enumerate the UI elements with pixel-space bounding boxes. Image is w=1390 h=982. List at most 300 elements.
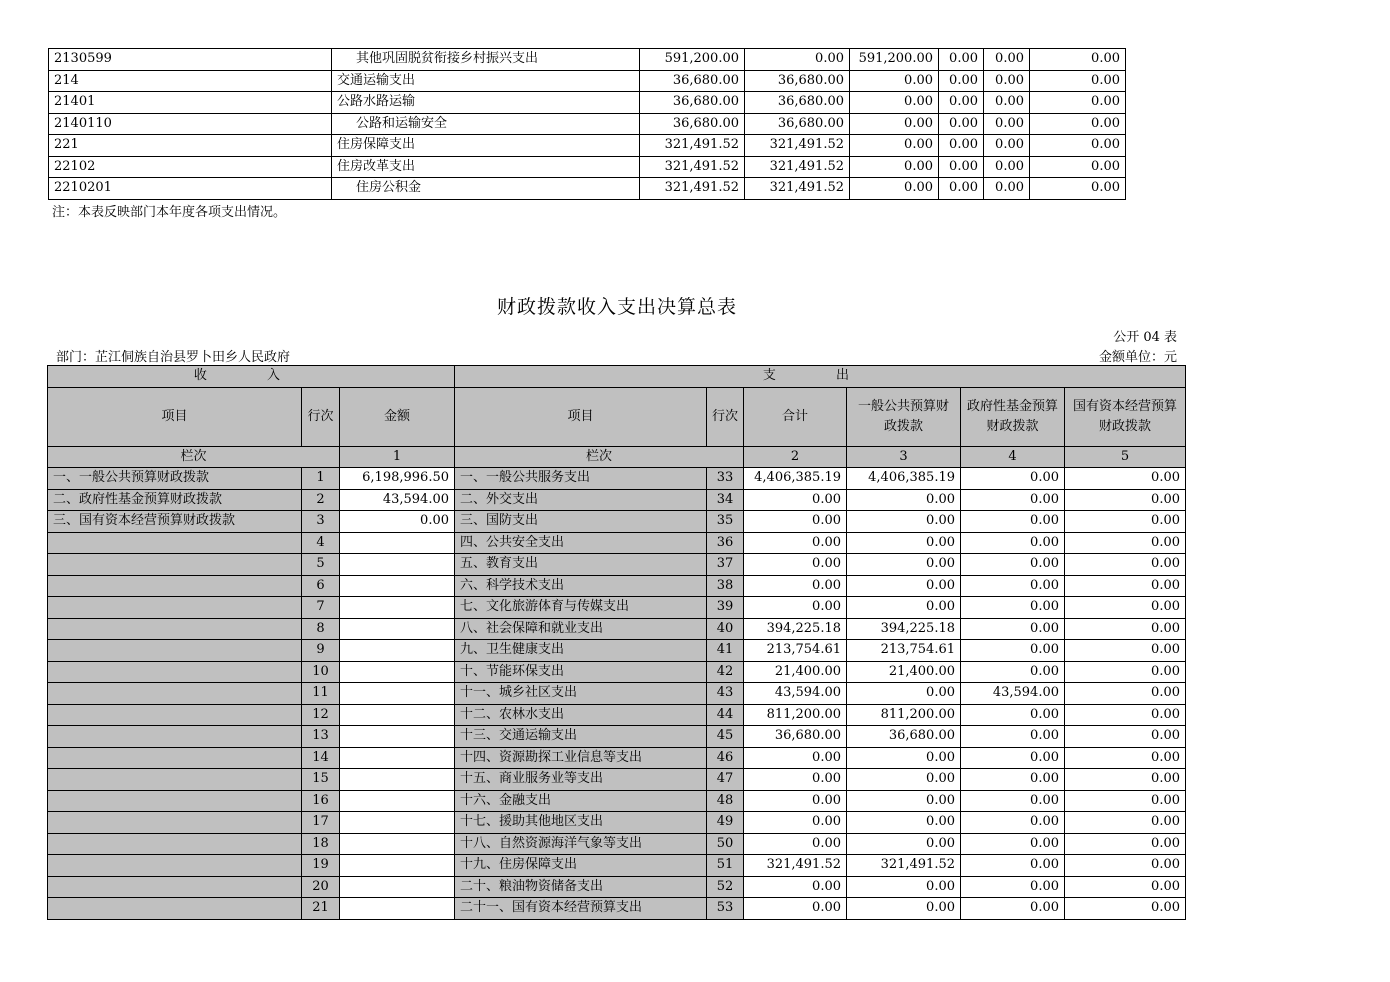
report-title: 财政拨款收入支出决算总表 [496, 296, 737, 318]
fund-budget-amount: 0.00 [961, 898, 1065, 920]
amount-col6: 0.00 [1030, 178, 1126, 200]
income-amount [340, 855, 455, 877]
state-capital-amount: 0.00 [1065, 812, 1186, 834]
income-item: 三、国有资本经营预算财政拨款 [48, 511, 302, 533]
col-expense-item: 项目 [455, 387, 707, 446]
form-code: 公开 04 表 [1113, 330, 1177, 345]
expense-item: 八、社会保障和就业支出 [455, 618, 707, 640]
income-line: 10 [302, 661, 340, 683]
fund-budget-amount: 0.00 [961, 597, 1065, 619]
subject-code: 2210201 [49, 178, 332, 200]
state-capital-amount: 0.00 [1065, 597, 1186, 619]
income-line: 3 [302, 511, 340, 533]
income-item: 二、政府性基金预算财政拨款 [48, 489, 302, 511]
table-row [49, 49, 1126, 71]
table-row [48, 704, 1186, 726]
income-line: 19 [302, 855, 340, 877]
expense-item: 十、节能环保支出 [455, 661, 707, 683]
expense-item: 四、公共安全支出 [455, 532, 707, 554]
fund-budget-amount: 0.00 [961, 511, 1065, 533]
expense-total: 0.00 [744, 812, 847, 834]
table-row [48, 575, 1186, 597]
fund-budget-amount: 0.00 [961, 833, 1065, 855]
income-item [48, 747, 302, 769]
total-amount: 321,491.52 [640, 178, 745, 200]
table-row [48, 876, 1186, 898]
expense-line: 44 [707, 704, 744, 726]
income-amount: 43,594.00 [340, 489, 455, 511]
expense-total: 0.00 [744, 876, 847, 898]
basic-amount: 36,680.00 [745, 70, 850, 92]
basic-amount: 36,680.00 [745, 113, 850, 135]
basic-amount: 321,491.52 [745, 156, 850, 178]
subject-code: 221 [49, 135, 332, 157]
amount-col4: 0.00 [939, 156, 984, 178]
table-note: 注：本表反映部门本年度各项支出情况。 [52, 205, 287, 220]
income-amount [340, 554, 455, 576]
income-line: 20 [302, 876, 340, 898]
income-amount [340, 597, 455, 619]
fund-budget-amount: 0.00 [961, 468, 1065, 490]
subject-code: 21401 [49, 92, 332, 114]
income-amount [340, 532, 455, 554]
expense-total: 43,594.00 [744, 683, 847, 705]
income-item [48, 575, 302, 597]
table-row [49, 92, 1126, 114]
income-line: 12 [302, 704, 340, 726]
expense-total: 0.00 [744, 511, 847, 533]
fund-budget-amount: 43,594.00 [961, 683, 1065, 705]
expense-line: 35 [707, 511, 744, 533]
table-row [48, 683, 1186, 705]
expense-item: 十一、城乡社区支出 [455, 683, 707, 705]
expense-total: 0.00 [744, 769, 847, 791]
project-amount: 0.00 [850, 156, 939, 178]
income-line: 8 [302, 618, 340, 640]
expense-line: 52 [707, 876, 744, 898]
column-index-row [48, 446, 1186, 468]
expense-line: 34 [707, 489, 744, 511]
general-budget-amount: 0.00 [847, 790, 961, 812]
amount-col5: 0.00 [984, 156, 1030, 178]
state-capital-amount: 0.00 [1065, 575, 1186, 597]
income-item [48, 640, 302, 662]
income-item: 一、一般公共预算财政拨款 [48, 468, 302, 490]
amount-col5: 0.00 [984, 92, 1030, 114]
income-amount [340, 898, 455, 920]
table-row [49, 70, 1126, 92]
expense-line: 43 [707, 683, 744, 705]
amount-col6: 0.00 [1030, 156, 1126, 178]
fund-budget-amount: 0.00 [961, 726, 1065, 748]
expense-item: 二、外交支出 [455, 489, 707, 511]
expense-line: 46 [707, 747, 744, 769]
basic-amount: 321,491.52 [745, 178, 850, 200]
basic-amount: 0.00 [745, 49, 850, 71]
table-row [49, 178, 1126, 200]
project-amount: 0.00 [850, 178, 939, 200]
col-total: 合计 [744, 387, 847, 446]
fund-budget-amount: 0.00 [961, 812, 1065, 834]
fund-budget-amount: 0.00 [961, 532, 1065, 554]
subject-name: 住房保障支出 [332, 135, 640, 157]
general-budget-amount: 0.00 [847, 575, 961, 597]
general-budget-amount: 0.00 [847, 597, 961, 619]
state-capital-amount: 0.00 [1065, 790, 1186, 812]
expense-line: 45 [707, 726, 744, 748]
subject-name: 住房公积金 [332, 178, 640, 200]
project-amount: 591,200.00 [850, 49, 939, 71]
table-row [49, 156, 1126, 178]
income-line: 15 [302, 769, 340, 791]
amount-col4: 0.00 [939, 113, 984, 135]
index-3: 3 [847, 446, 961, 468]
income-line: 21 [302, 898, 340, 920]
total-amount: 36,680.00 [640, 113, 745, 135]
expense-item: 六、科学技术支出 [455, 575, 707, 597]
income-line: 2 [302, 489, 340, 511]
table-row [48, 532, 1186, 554]
project-amount: 0.00 [850, 70, 939, 92]
fund-budget-amount: 0.00 [961, 575, 1065, 597]
expense-item: 九、卫生健康支出 [455, 640, 707, 662]
table-row [49, 113, 1126, 135]
income-amount [340, 618, 455, 640]
general-budget-amount: 0.00 [847, 898, 961, 920]
fund-budget-amount: 0.00 [961, 661, 1065, 683]
expense-line: 39 [707, 597, 744, 619]
income-line: 11 [302, 683, 340, 705]
state-capital-amount: 0.00 [1065, 855, 1186, 877]
amount-col4: 0.00 [939, 178, 984, 200]
amount-col5: 0.00 [984, 70, 1030, 92]
general-budget-amount: 394,225.18 [847, 618, 961, 640]
fund-budget-amount: 0.00 [961, 704, 1065, 726]
col-fund-budget: 政府性基金预算财政拨款 [961, 387, 1065, 446]
subject-code: 214 [49, 70, 332, 92]
amount-col6: 0.00 [1030, 113, 1126, 135]
state-capital-amount: 0.00 [1065, 898, 1186, 920]
col-state-capital-budget: 国有资本经营预算财政拨款 [1065, 387, 1186, 446]
state-capital-amount: 0.00 [1065, 554, 1186, 576]
table-row [48, 769, 1186, 791]
expense-item: 三、国防支出 [455, 511, 707, 533]
index-1: 1 [340, 446, 455, 468]
subject-name: 公路水路运输 [332, 92, 640, 114]
expense-line: 53 [707, 898, 744, 920]
income-amount [340, 661, 455, 683]
table-row [48, 747, 1186, 769]
table-row [48, 468, 1186, 490]
expense-line: 42 [707, 661, 744, 683]
fund-budget-amount: 0.00 [961, 855, 1065, 877]
table-row [48, 597, 1186, 619]
state-capital-amount: 0.00 [1065, 511, 1186, 533]
general-budget-amount: 4,406,385.19 [847, 468, 961, 490]
income-item [48, 833, 302, 855]
expense-item: 十八、自然资源海洋气象等支出 [455, 833, 707, 855]
income-item [48, 618, 302, 640]
income-amount [340, 683, 455, 705]
state-capital-amount: 0.00 [1065, 532, 1186, 554]
col-income-amount: 金额 [340, 387, 455, 446]
income-amount [340, 790, 455, 812]
general-budget-amount: 0.00 [847, 532, 961, 554]
fund-budget-amount: 0.00 [961, 618, 1065, 640]
expense-line: 51 [707, 855, 744, 877]
index-5: 5 [1065, 446, 1186, 468]
income-amount: 6,198,996.50 [340, 468, 455, 490]
expense-line: 33 [707, 468, 744, 490]
state-capital-amount: 0.00 [1065, 704, 1186, 726]
col-income-line: 行次 [302, 387, 340, 446]
expense-item: 十五、商业服务业等支出 [455, 769, 707, 791]
expense-total: 0.00 [744, 554, 847, 576]
expense-item: 二十、粮油物资储备支出 [455, 876, 707, 898]
project-amount: 0.00 [850, 135, 939, 157]
expense-line: 49 [707, 812, 744, 834]
amount-col4: 0.00 [939, 135, 984, 157]
index-4: 4 [961, 446, 1065, 468]
income-item [48, 661, 302, 683]
general-budget-amount: 36,680.00 [847, 726, 961, 748]
income-amount [340, 833, 455, 855]
col-income-item: 项目 [48, 387, 302, 446]
table-row [48, 790, 1186, 812]
expense-total: 0.00 [744, 747, 847, 769]
general-budget-amount: 0.00 [847, 683, 961, 705]
income-line: 14 [302, 747, 340, 769]
income-line: 13 [302, 726, 340, 748]
table-row [48, 833, 1186, 855]
income-line: 6 [302, 575, 340, 597]
table-row [48, 489, 1186, 511]
income-header: 收 入 [48, 366, 455, 388]
expense-total: 0.00 [744, 489, 847, 511]
amount-col4: 0.00 [939, 70, 984, 92]
expense-index-label: 栏次 [455, 446, 744, 468]
project-amount: 0.00 [850, 92, 939, 114]
state-capital-amount: 0.00 [1065, 468, 1186, 490]
expense-item: 一、一般公共服务支出 [455, 468, 707, 490]
general-budget-amount: 0.00 [847, 554, 961, 576]
state-capital-amount: 0.00 [1065, 683, 1186, 705]
general-budget-amount: 0.00 [847, 489, 961, 511]
fund-budget-amount: 0.00 [961, 554, 1065, 576]
income-index-label: 栏次 [48, 446, 340, 468]
table-row [48, 640, 1186, 662]
amount-col5: 0.00 [984, 49, 1030, 71]
table-row [48, 898, 1186, 920]
expense-item: 七、文化旅游体育与传媒支出 [455, 597, 707, 619]
expense-total: 0.00 [744, 790, 847, 812]
column-header-row [48, 387, 1186, 446]
expense-line: 48 [707, 790, 744, 812]
general-budget-amount: 321,491.52 [847, 855, 961, 877]
fiscal-summary-table [47, 365, 1186, 920]
expense-line: 38 [707, 575, 744, 597]
income-item [48, 532, 302, 554]
income-line: 18 [302, 833, 340, 855]
table-row [48, 726, 1186, 748]
table-row [48, 554, 1186, 576]
total-amount: 36,680.00 [640, 92, 745, 114]
expense-line: 41 [707, 640, 744, 662]
expense-item: 十六、金融支出 [455, 790, 707, 812]
expense-total: 213,754.61 [744, 640, 847, 662]
fund-budget-amount: 0.00 [961, 747, 1065, 769]
income-item [48, 683, 302, 705]
expense-line: 37 [707, 554, 744, 576]
expense-total: 36,680.00 [744, 726, 847, 748]
subject-code: 2140110 [49, 113, 332, 135]
expense-total: 0.00 [744, 898, 847, 920]
income-line: 9 [302, 640, 340, 662]
state-capital-amount: 0.00 [1065, 747, 1186, 769]
expense-total: 811,200.00 [744, 704, 847, 726]
expense-item: 十九、住房保障支出 [455, 855, 707, 877]
expense-total: 4,406,385.19 [744, 468, 847, 490]
income-amount [340, 704, 455, 726]
income-line: 7 [302, 597, 340, 619]
expense-line: 47 [707, 769, 744, 791]
project-amount: 0.00 [850, 113, 939, 135]
expense-total: 0.00 [744, 597, 847, 619]
expense-total: 321,491.52 [744, 855, 847, 877]
subject-name: 交通运输支出 [332, 70, 640, 92]
table-row [48, 661, 1186, 683]
state-capital-amount: 0.00 [1065, 489, 1186, 511]
expense-line: 50 [707, 833, 744, 855]
general-budget-amount: 0.00 [847, 876, 961, 898]
income-line: 1 [302, 468, 340, 490]
fund-budget-amount: 0.00 [961, 489, 1065, 511]
department-label: 部门：芷江侗族自治县罗卜田乡人民政府 [56, 350, 291, 365]
income-item [48, 855, 302, 877]
income-item [48, 554, 302, 576]
basic-amount: 321,491.52 [745, 135, 850, 157]
total-amount: 321,491.52 [640, 156, 745, 178]
income-line: 4 [302, 532, 340, 554]
general-budget-amount: 0.00 [847, 747, 961, 769]
amount-col4: 0.00 [939, 92, 984, 114]
amount-col5: 0.00 [984, 135, 1030, 157]
basic-amount: 36,680.00 [745, 92, 850, 114]
state-capital-amount: 0.00 [1065, 769, 1186, 791]
income-line: 5 [302, 554, 340, 576]
amount-unit-label: 金额单位：元 [1098, 350, 1177, 365]
state-capital-amount: 0.00 [1065, 640, 1186, 662]
income-item [48, 876, 302, 898]
col-general-budget: 一般公共预算财政拨款 [847, 387, 961, 446]
state-capital-amount: 0.00 [1065, 618, 1186, 640]
income-item [48, 812, 302, 834]
subject-code: 2130599 [49, 49, 332, 71]
expense-total: 21,400.00 [744, 661, 847, 683]
expense-item: 二十一、国有资本经营预算支出 [455, 898, 707, 920]
total-amount: 36,680.00 [640, 70, 745, 92]
income-item [48, 597, 302, 619]
expenditure-detail-table [48, 48, 1126, 200]
income-item [48, 704, 302, 726]
amount-col6: 0.00 [1030, 49, 1126, 71]
income-amount [340, 575, 455, 597]
expense-item: 十四、资源勘探工业信息等支出 [455, 747, 707, 769]
expense-total: 0.00 [744, 532, 847, 554]
subject-name: 公路和运输安全 [332, 113, 640, 135]
general-budget-amount: 21,400.00 [847, 661, 961, 683]
general-budget-amount: 213,754.61 [847, 640, 961, 662]
subject-code: 22102 [49, 156, 332, 178]
expense-total: 0.00 [744, 575, 847, 597]
income-amount: 0.00 [340, 511, 455, 533]
income-item [48, 726, 302, 748]
table-row [49, 135, 1126, 157]
fund-budget-amount: 0.00 [961, 769, 1065, 791]
state-capital-amount: 0.00 [1065, 876, 1186, 898]
subject-name: 住房改革支出 [332, 156, 640, 178]
income-line: 16 [302, 790, 340, 812]
state-capital-amount: 0.00 [1065, 726, 1186, 748]
income-item [48, 898, 302, 920]
income-amount [340, 726, 455, 748]
expense-item: 十二、农林水支出 [455, 704, 707, 726]
amount-col5: 0.00 [984, 178, 1030, 200]
expense-header: 支 出 [455, 366, 1186, 388]
income-amount [340, 747, 455, 769]
expense-total: 0.00 [744, 833, 847, 855]
expense-line: 36 [707, 532, 744, 554]
fund-budget-amount: 0.00 [961, 790, 1065, 812]
expense-line: 40 [707, 618, 744, 640]
income-amount [340, 769, 455, 791]
general-budget-amount: 0.00 [847, 833, 961, 855]
income-amount [340, 876, 455, 898]
expense-item: 十三、交通运输支出 [455, 726, 707, 748]
fund-budget-amount: 0.00 [961, 640, 1065, 662]
income-amount [340, 812, 455, 834]
total-amount: 321,491.52 [640, 135, 745, 157]
expenditure-detail-body [49, 49, 1126, 200]
section-header-row [48, 366, 1186, 388]
amount-col6: 0.00 [1030, 135, 1126, 157]
fund-budget-amount: 0.00 [961, 876, 1065, 898]
income-item [48, 769, 302, 791]
fiscal-summary-body [48, 366, 1186, 920]
amount-col6: 0.00 [1030, 92, 1126, 114]
state-capital-amount: 0.00 [1065, 661, 1186, 683]
income-line: 17 [302, 812, 340, 834]
amount-col6: 0.00 [1030, 70, 1126, 92]
table-row [48, 618, 1186, 640]
amount-col4: 0.00 [939, 49, 984, 71]
table-row [48, 812, 1186, 834]
expense-total: 394,225.18 [744, 618, 847, 640]
subject-name: 其他巩固脱贫衔接乡村振兴支出 [332, 49, 640, 71]
col-expense-line: 行次 [707, 387, 744, 446]
table-row [48, 855, 1186, 877]
index-2: 2 [744, 446, 847, 468]
expense-item: 十七、援助其他地区支出 [455, 812, 707, 834]
amount-col5: 0.00 [984, 113, 1030, 135]
total-amount: 591,200.00 [640, 49, 745, 71]
general-budget-amount: 0.00 [847, 769, 961, 791]
income-item [48, 790, 302, 812]
general-budget-amount: 811,200.00 [847, 704, 961, 726]
general-budget-amount: 0.00 [847, 511, 961, 533]
income-amount [340, 640, 455, 662]
general-budget-amount: 0.00 [847, 812, 961, 834]
